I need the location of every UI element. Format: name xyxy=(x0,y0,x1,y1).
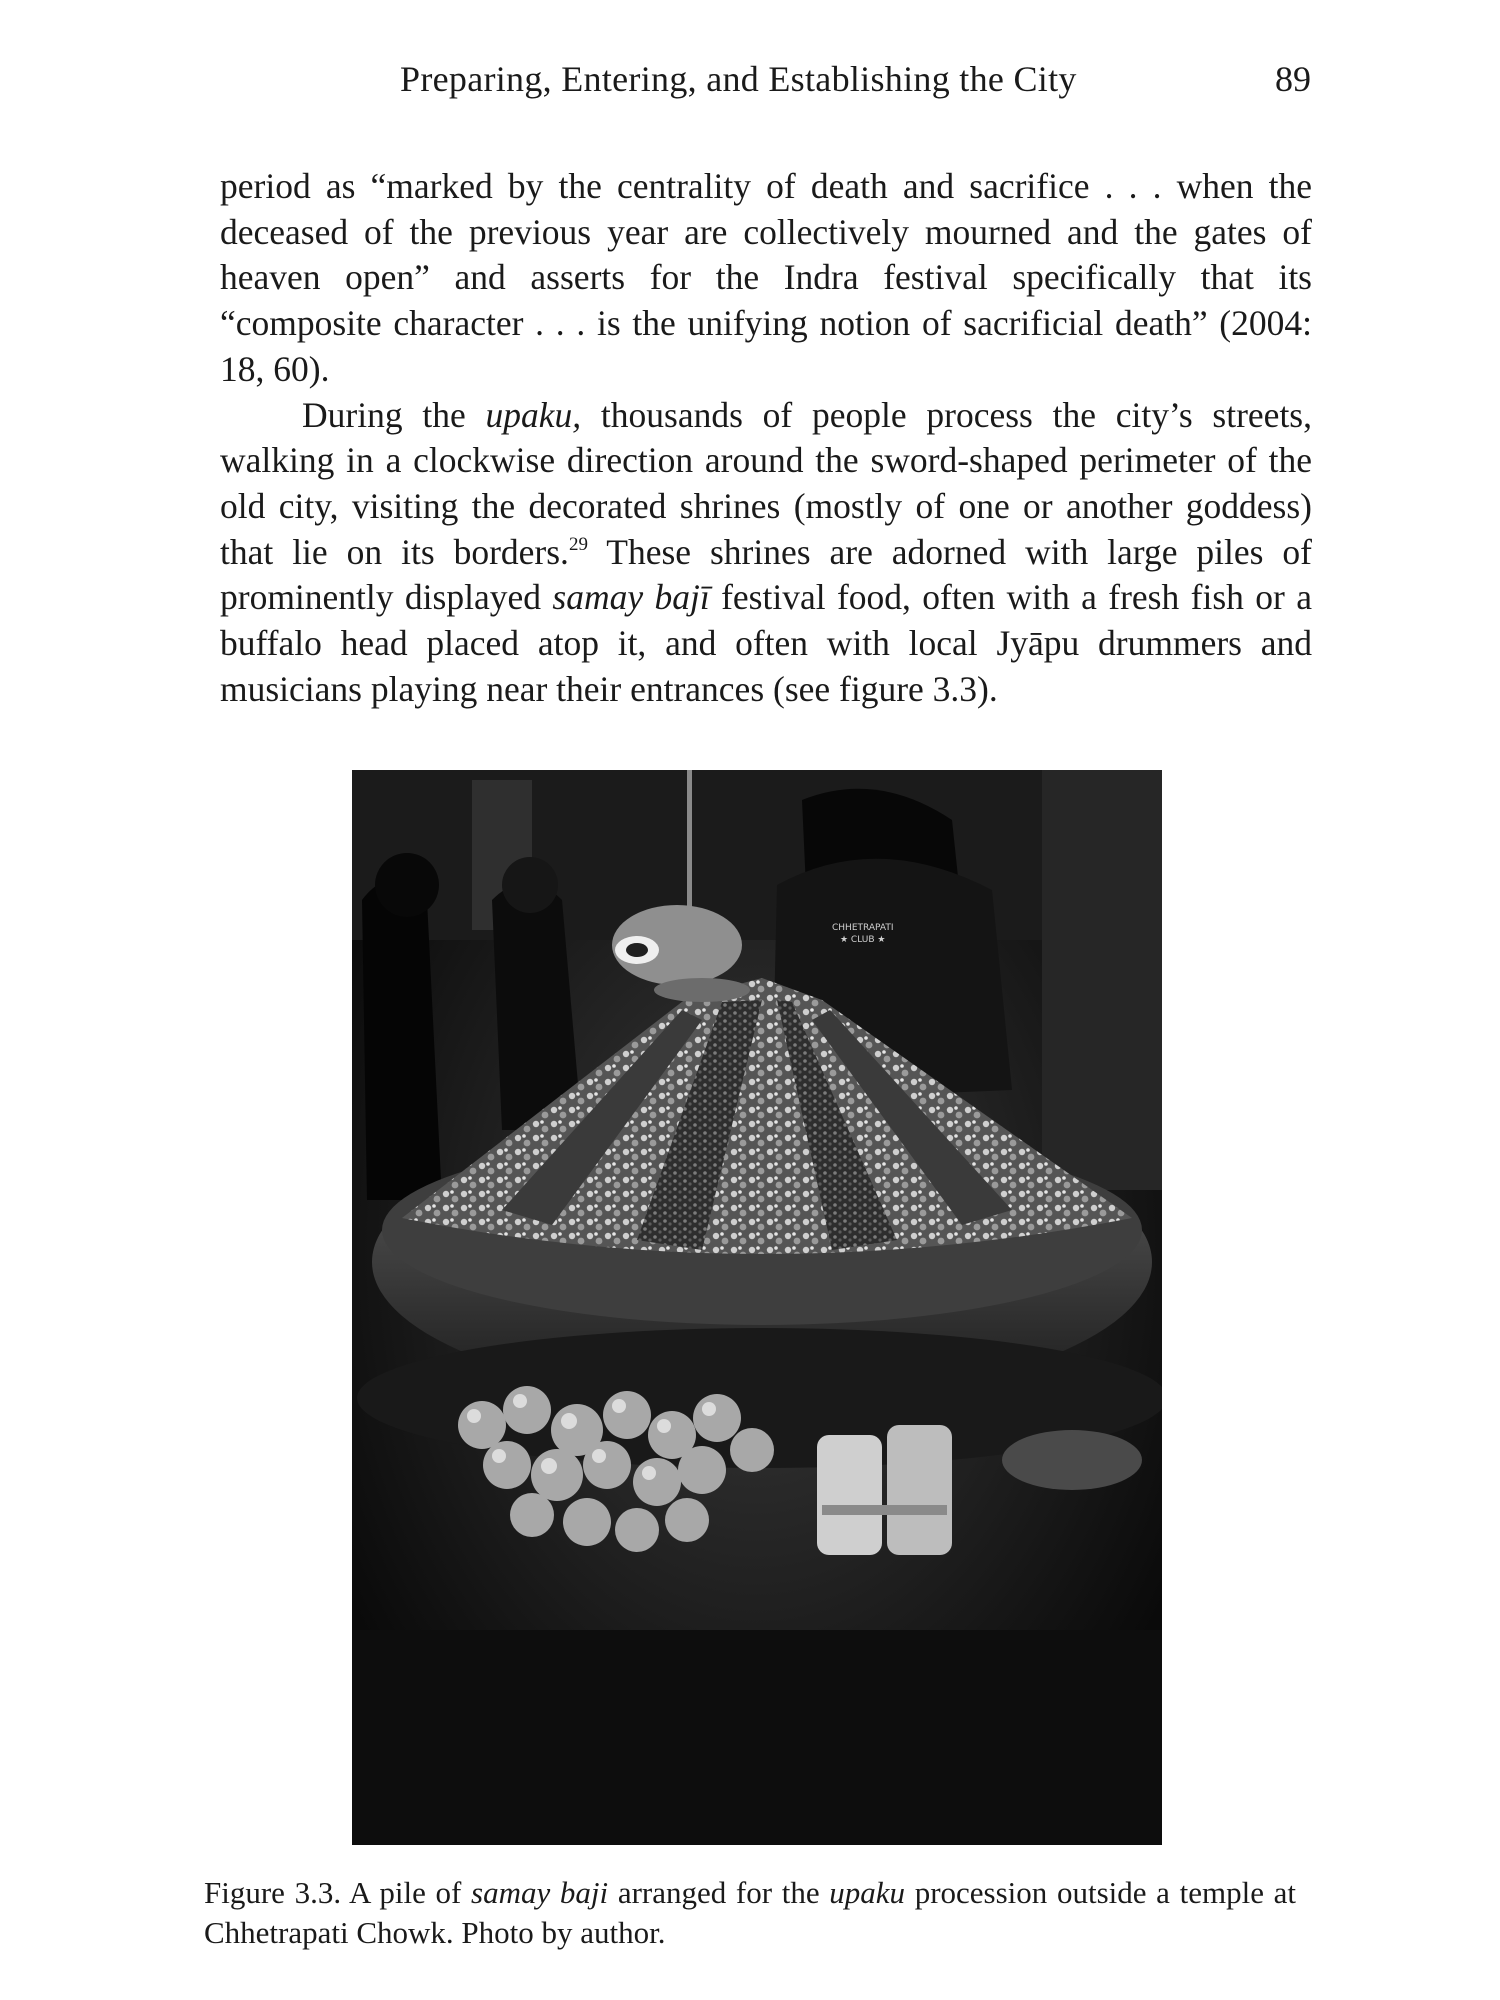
paragraph-text: These shrines are adorned with large piles of prominently displayed xyxy=(220,531,1312,618)
caption-text-part: procession outside a temple at Chhetrapati Chowk. Photo by author. xyxy=(204,1875,1296,1950)
body-text xyxy=(220,164,1312,712)
photo-samay-baji-pile xyxy=(352,770,1162,1845)
running-title: Preparing, Entering, and Establishing the City xyxy=(400,59,1077,99)
figure-photo xyxy=(352,770,1162,1845)
paragraph-text: During the xyxy=(302,394,486,435)
footnote-marker[interactable]: 29 xyxy=(568,533,588,555)
paragraph-text: festival food, often with a fresh fish or a buffalo head placed atop it, and often with local Jyāpu drummers and musicians playing near their entrances (see figure 3.3). xyxy=(220,577,1312,709)
paragraph-upaku xyxy=(220,393,1312,713)
caption-label: Figure 3.3. A pile of xyxy=(204,1875,472,1910)
paragraph-text: thousands of people process the city’s streets, walking in a clockwise direction around the sword-shaped perimeter of the old city, visiting the decorated shrines (mostly of one or another goddess) that lie on its borders. xyxy=(220,394,1312,572)
page-number: 89 xyxy=(1275,59,1311,99)
shirt-text: CHHETRAPATI xyxy=(832,923,894,933)
italic-term-samay-baji: samay bajī xyxy=(552,577,710,618)
caption-italic-samay-baji: samay baji xyxy=(471,1875,609,1910)
caption-italic-upaku: upaku xyxy=(829,1875,906,1910)
paragraph-continued: period as “marked by the centrality of death and sacrifice . . . when the deceased of the previous year are collectively mourned and the gates of heaven open” and asserts for the Indra festival specifically that its “composite character . . . is the unifying notion of sacrificial death” (2004: 18, 60). xyxy=(220,166,1312,389)
italic-term-upaku: upaku, xyxy=(485,394,582,435)
running-header xyxy=(0,58,1500,108)
caption-text xyxy=(204,1873,1296,1953)
shirt-text: ★ CLUB ★ xyxy=(840,935,886,945)
caption-text-part: arranged for the xyxy=(608,1875,830,1910)
figure-caption xyxy=(204,1873,1296,1953)
